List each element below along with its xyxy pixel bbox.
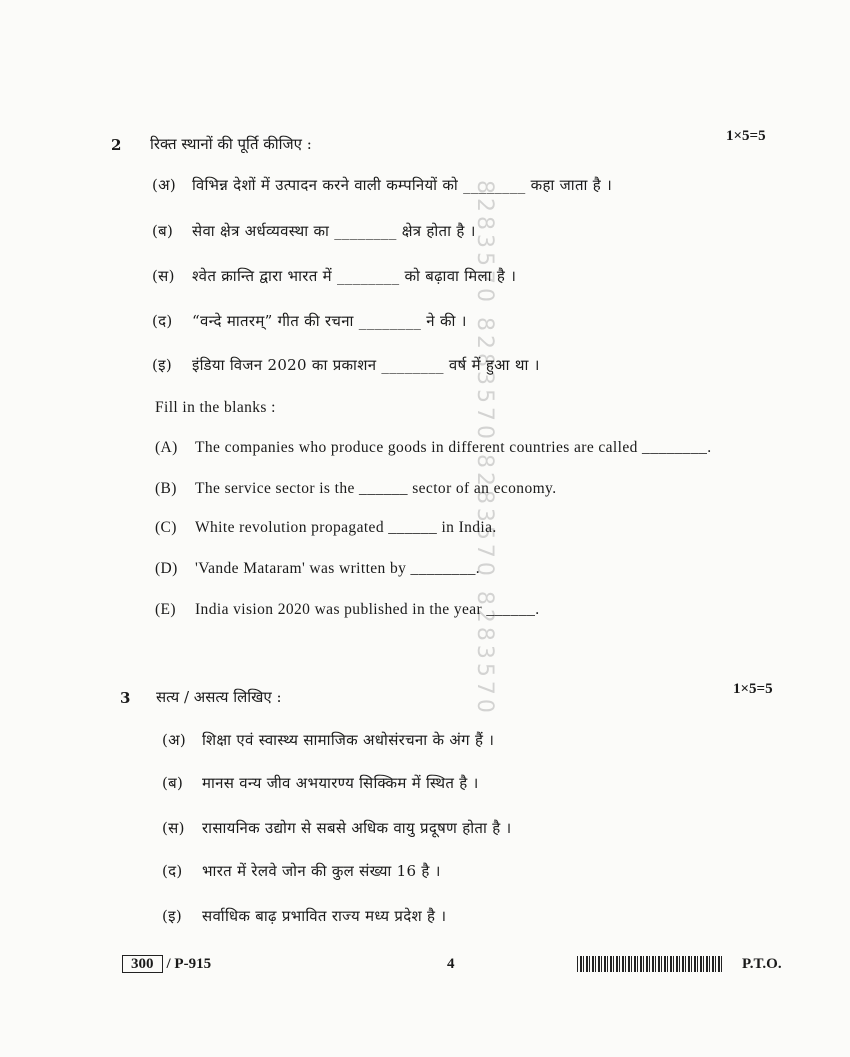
item-text: श्वेत क्रान्ति द्वारा भारत में ________ को बढ़ावा मिला है । bbox=[192, 267, 517, 285]
q2-item-en-d bbox=[155, 560, 480, 578]
item-label: (अ) bbox=[162, 731, 187, 749]
item-label: (इ) bbox=[162, 907, 182, 925]
q2-heading-en: Fill in the blanks : bbox=[155, 399, 276, 416]
paper-code-box: 300 bbox=[122, 955, 163, 973]
item-label: (A) bbox=[155, 439, 178, 456]
item-label: (B) bbox=[155, 480, 177, 497]
q2-item-hi-a bbox=[152, 175, 612, 195]
item-text: विभिन्न देशों में उत्पादन करने वाली कम्पनियों को ________ कहा जाता है । bbox=[192, 176, 613, 194]
q3-item-b bbox=[162, 773, 479, 793]
item-label: (E) bbox=[155, 601, 176, 618]
watermark: 8283570 8283570 8283570 8283570 bbox=[472, 180, 497, 717]
paper-id: / P-915 bbox=[166, 956, 212, 972]
item-text: भारत में रेलवे जोन की कुल संख्या 16 है । bbox=[202, 862, 441, 880]
q3-item-e bbox=[162, 906, 446, 926]
q3-marks: 1×5=5 bbox=[733, 681, 773, 697]
item-text: रासायनिक उद्योग से सबसे अधिक वायु प्रदूषण होता है । bbox=[202, 819, 512, 837]
item-label: (द) bbox=[152, 312, 173, 330]
item-label: (C) bbox=[155, 519, 177, 536]
item-label: (ब) bbox=[152, 222, 174, 240]
item-label: (D) bbox=[155, 560, 178, 577]
item-text: “वन्दे मातरम्” गीत की रचना ________ ने की । bbox=[192, 312, 467, 330]
q3-item-a bbox=[162, 730, 494, 750]
pto-label: P.T.O. bbox=[742, 956, 782, 972]
q3-number: 3 bbox=[120, 689, 131, 707]
q3-item-c bbox=[162, 818, 512, 838]
q2-marks: 1×5=5 bbox=[726, 128, 766, 144]
item-label: (द) bbox=[162, 862, 183, 880]
q2-number: 2 bbox=[111, 136, 122, 154]
item-text: शिक्षा एवं स्वास्थ्य सामाजिक अधोसंरचना के अंग हैं । bbox=[202, 731, 495, 749]
page-number: 4 bbox=[447, 956, 455, 972]
item-text: 'Vande Mataram' was written by ________. bbox=[195, 560, 481, 577]
item-text: इंडिया विजन 2020 का प्रकाशन ________ वर्ष में हुआ था । bbox=[192, 356, 540, 374]
item-text: White revolution propagated ______ in India. bbox=[195, 519, 497, 536]
item-label: (इ) bbox=[152, 356, 172, 374]
item-text: सेवा क्षेत्र अर्धव्यवस्था का ________ क्षेत्र होता है । bbox=[192, 222, 476, 240]
q2-item-hi-d bbox=[152, 311, 467, 331]
q2-item-en-b bbox=[155, 480, 556, 498]
item-label: (स) bbox=[162, 819, 185, 837]
item-label: (स) bbox=[152, 267, 175, 285]
item-label: (अ) bbox=[152, 176, 177, 194]
q2-item-hi-e bbox=[152, 355, 540, 375]
q2-heading-hi: रिक्त स्थानों की पूर्ति कीजिए : bbox=[150, 135, 312, 153]
item-text: मानस वन्य जीव अभयारण्य सिक्किम में स्थित है । bbox=[202, 774, 479, 792]
item-text: The service sector is the ______ sector of an economy. bbox=[195, 480, 557, 497]
q3-heading-hi: सत्य / असत्य लिखिए : bbox=[156, 688, 282, 706]
q2-item-hi-b bbox=[152, 221, 476, 241]
q2-item-en-c bbox=[155, 519, 497, 537]
q2-item-hi-c bbox=[152, 266, 516, 286]
barcode bbox=[577, 956, 723, 972]
q2-item-en-e bbox=[155, 601, 540, 619]
item-text: The companies who produce goods in different countries are called ________. bbox=[195, 439, 712, 456]
paper-code bbox=[122, 956, 211, 973]
q2-item-en-a bbox=[155, 439, 712, 457]
q3-item-d bbox=[162, 861, 441, 881]
item-text: India vision 2020 was published in the year ______. bbox=[195, 601, 540, 618]
item-label: (ब) bbox=[162, 774, 184, 792]
item-text: सर्वाधिक बाढ़ प्रभावित राज्य मध्य प्रदेश है । bbox=[202, 907, 447, 925]
